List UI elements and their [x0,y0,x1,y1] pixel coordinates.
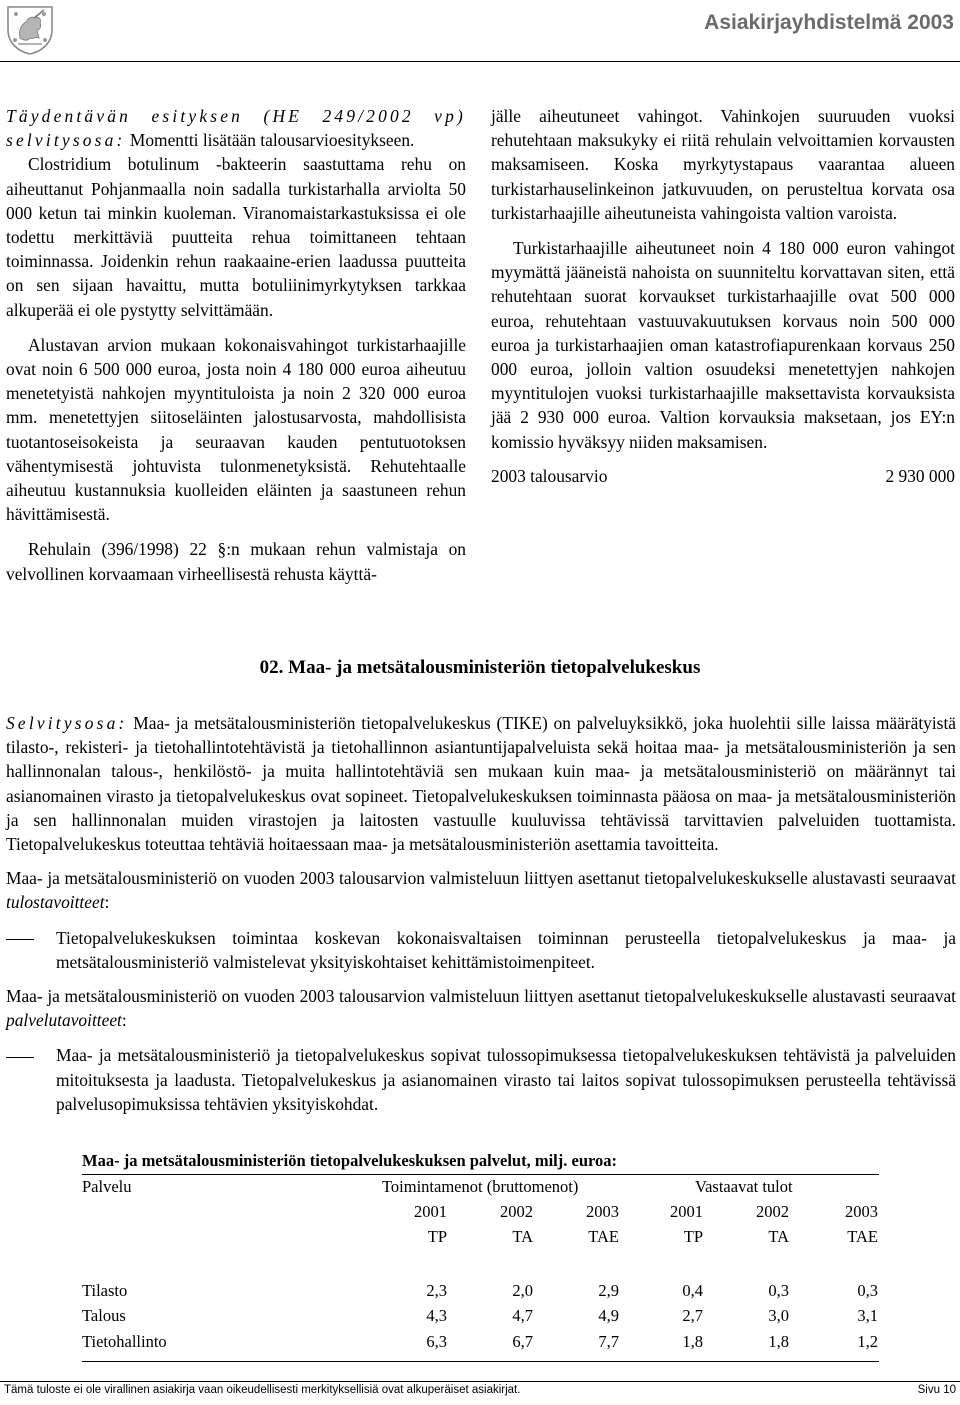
status-header: TA [512,1227,533,1246]
table-cell: 2,9 [598,1281,619,1300]
dash-bullet [6,926,56,974]
table-cell: 0,4 [682,1281,703,1300]
paragraph-service-goals: Maa- ja metsätalousministeriö on vuoden 2003 talousarvion valmisteluun liittyen asettanut tietopalvelukeskukselle alustavasti seuraavat palvelutavoitteet: [6,986,956,1031]
paragraph-result-goals: Maa- ja metsätalousministeriö on vuoden 2003 talousarvion valmisteluun liittyen asettanut tietopalvelukeskukselle alustavasti seuraavat tulostavoitteet: [6,868,956,913]
year-header: 2001 [414,1202,447,1221]
status-header: TA [768,1227,789,1246]
table-cell: 4,3 [426,1306,447,1325]
section-heading: 02. Maa- ja metsätalousministeriön tietopalvelukeskus [259,657,701,678]
year-header: 2002 [756,1202,789,1221]
table-cell: 6,3 [426,1332,447,1351]
year-header: 2003 [845,1202,878,1221]
table-cell: 0,3 [857,1281,878,1300]
status-header: TAE [588,1227,619,1246]
paragraph-damages: Alustavan arvion mukaan kokonaisvahingot turkistarhaajille ovat noin 6 500 000 euroa, josta noin 4 180 000 euroa aiheutuu menetetyistä nahkojen myyntituloista ja noin 2 320 000 euroa mm. menetettyjen siitoseläinten jalostusarvosta, mahdollisista tuotantoseisokeista ja seuraavan kauden pentutuotoksen vähentymisestä johtuvista tulonmenetyksistä. Rehutehtaalle aiheutuu kustannuksia kuolleiden eläinten ja saastuneen rehun hävittämisestä. [6,334,466,525]
table-cell: 4,7 [512,1306,533,1325]
page-header [0,0,960,62]
paragraph-description [6,711,956,856]
document-title: Asiakirjayhdistelmä 2003 [704,11,954,34]
table-cell: 2,7 [682,1306,703,1325]
row-label: Tietohallinto [82,1332,167,1351]
paragraph-feed-law: Rehulain (396/1998) 22 §:n mukaan rehun valmistaja on velvollinen korvaamaan virheellisestä rehusta käyttä- [6,539,466,584]
paragraph-continuation: jälle aiheutuneet vahingot. Vahinkojen suuruuden vuoksi rehutehtaan maksukyky ei riitä rehulain velvoittamien korvausten maksamiseen. Koska myrkytystapaus vaarantaa alueen turkistarhauselinkeinon jatkuvuuden, on perusteltua korvata osa turkistarhaajille aiheutuneista vahingoista valtion varoista. [491,106,955,223]
budget-value: 2 930 000 [885,465,955,486]
list-item-text: Maa- ja metsätalousministeriö ja tietopalvelukeskus sopivat tulossopimuksessa tietopalvelukeskuksen tehtävistä ja palveluiden mitoituksesta ja laadusta. Tietopalvelukeskus ja asianomainen virasto tai laitos sopivat tulossopimuksen perusteella tehtävissä palvelusopimuksissa tehtävien yksityiskohdat. [56,1045,956,1114]
column-group-expenses: Toimintamenot (bruttomenot) [382,1177,579,1196]
header-divider [0,61,960,62]
year-header: 2003 [586,1202,619,1221]
table-cell: 1,2 [857,1332,878,1351]
row-label: Talous [82,1306,126,1325]
year-header: 2001 [670,1202,703,1221]
paragraph-background: Clostridium botulinum -bakteerin saastuttama rehu on aiheuttanut Pohjanmaalla noin sadalla turkistarhalla arviolta 50 000 ketun tai minkin kuoleman. Viranomaistarkastuksissa ei ole todettu merkittäviä puutteita rehua toimittaneen tehtaan toiminnassa. Joidenkin rehun raakaaine-erien laadussa puutteita on sen sijaan havaittu, mutta botuliinimyrkytyksen tarkkaa alkuperää ei ole pystytty selvittämään. [6,154,466,320]
page-footer [4,1384,956,1396]
column-header-service: Palvelu [82,1177,132,1196]
dash-bullet [6,1043,56,1116]
footer-divider [0,1381,960,1382]
right-column [491,104,955,488]
status-header: TP [683,1227,703,1246]
row-label: Tilasto [82,1281,128,1300]
table-cell: 3,0 [768,1306,789,1325]
list-item [6,1043,956,1116]
page-number: Sivu 10 [917,1384,956,1396]
left-column [6,104,466,586]
list-item-text: Tietopalvelukeskuksen toimintaa koskevan kokonaisvaltaisen toiminnan perusteella tietopalvelukeskus ja maa- ja metsätalousministeriö valmistelevat yksityiskohtaiset kehittämistoimenpiteet. [56,927,956,972]
proposal-reference: Täydentävän esityksen (HE 249/2002 vp) selvitysosa: [6,106,466,151]
paragraph-intro [6,104,466,152]
year-header: 2002 [500,1202,533,1221]
intro-text: Momentti lisätään talousarvioesitykseen. [125,130,415,151]
coat-of-arms-icon [4,4,56,56]
table-cell: 7,7 [598,1332,619,1351]
budget-label: 2003 talousarvio [491,465,608,486]
budget-line [491,464,955,488]
table-cell: 2,3 [426,1281,447,1300]
explanation-label: Selvitysosa: [6,713,128,733]
disclaimer-text: Tämä tuloste ei ole virallinen asiakirja vaan oikeudellisesti merkityksellisiä ovat alkuperäiset asiakirjat. [4,1384,521,1396]
status-header: TP [427,1227,447,1246]
list-item [6,926,956,974]
table-cell: 0,3 [768,1281,789,1300]
table-cell: 2,0 [512,1281,533,1300]
table-cell: 6,7 [512,1332,533,1351]
table-cell: 1,8 [768,1332,789,1351]
service-goals-term: palvelutavoitteet [6,1010,122,1031]
column-group-revenues: Vastaavat tulot [695,1177,793,1196]
result-goals-term: tulostavoitteet [6,892,105,913]
table-cell: 3,1 [857,1306,878,1325]
table-title: Maa- ja metsätalousministeriön tietopalvelukeskuksen palvelut, milj. euroa: [82,1151,618,1170]
section-body [6,711,956,1116]
paragraph-compensation: Turkistarhaajille aiheutuneet noin 4 180 000 euron vahingot myymättä jääneistä nahoista on suunniteltu korvattavan siten, että rehutehtaan suorat korvaukset turkistarhaajille ovat 500 000 euroa, rehutehtaan vastuuvakuutuksen korvaus noin 500 000 euroa ja turkistarhaajien oman katastrofiapurenkaan korvaus 250 000 euroa, jolloin valtion osuudeksi menetettyjen nahkojen myyntitulojen vuoksi turkistarhaajille maksettavista korvauksista jää 2 930 000 euroa. Valtion korvauksia maksetaan, jos EY:n komissio hyväksyy niiden maksamisen. [491,238,955,452]
status-header: TAE [847,1227,878,1246]
table-cell: 1,8 [682,1332,703,1351]
table-cell: 4,9 [598,1306,619,1325]
description-text: Maa- ja metsätalousministeriön tietopalvelukeskus (TIKE) on palveluyksikkö, joka huolehtii sille laissa määrätyistä tilasto-, rekisteri- ja tietohallintotehtävistä ja tietohallinnon asiantuntijapalveluista sekä hoitaa maa- ja metsätalousministeriön ja sen hallinnonalan talous-, henkilöstö- ja muita hallintotehtäviä sen mukaan kuin maa- ja metsätalousministeriö on määrännyt tai asianomainen virasto ja tietopalvelukeskus ovat sopineet. Tietopalvelukeskuksen toiminnasta pääosa on maa- ja metsätalousministeriön ja sen hallinnonalan muiden virastojen ja laitosten vastuulle kuuluvissa tehtävissä tarvittavien palveluiden tuottamista. Tietopalvelukeskus toteuttaa tehtäviä hoitaessaan maa- ja metsätalousministeriön asettamia tavoitteita. [6,713,956,855]
